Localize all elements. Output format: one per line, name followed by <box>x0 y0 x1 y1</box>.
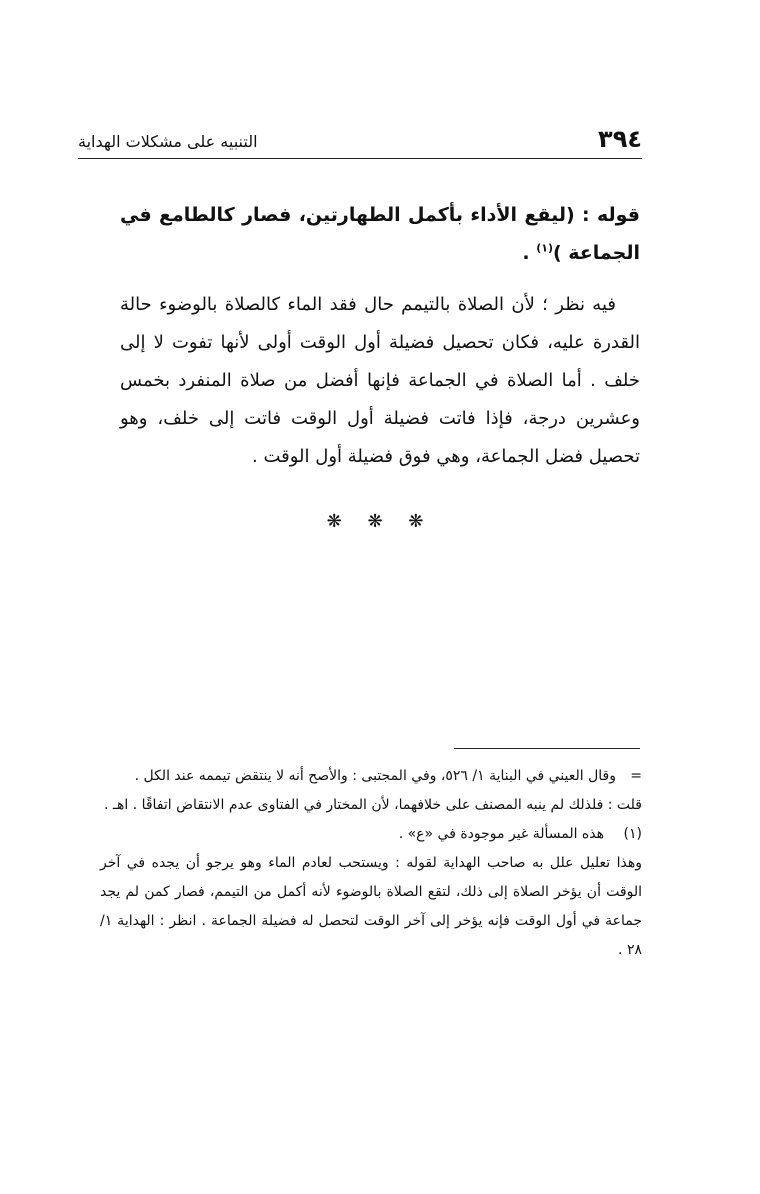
heading-text: قوله : (ليقع الأداء بأكمل الطهارتين، فصار كالطامع في الجماعة ) <box>120 204 640 264</box>
section-separator: ❋ ❋ ❋ <box>326 511 434 532</box>
footnote-1-body: وهذا تعليل علل به صاحب الهداية لقوله : ويستحب لعادم الماء وهو يرجو أن يجده في آخر الوقت أن يؤخر الصلاة إلى ذلك، لتقع الصلاة بالوضوء لأنه أكمل من التيمم، فصار كمن لم يجد جماعة في أول الوقت فإنه يؤخر إلى آخر الوقت لتحصل له فضيلة الجماعة . انظر : الهداية ١/ ٢٨ . <box>100 855 642 958</box>
footnote-divider <box>454 748 640 749</box>
footnote-continuation <box>100 762 642 791</box>
quoted-heading <box>120 196 640 272</box>
heading-end: . <box>522 242 537 264</box>
footnote-1 <box>100 820 642 849</box>
footnote-continuation-comment: قلت : فلذلك لم ينبه المصنف على خلافهما، لأن المختار في الفتاوى عدم الانتقاض اتفاقًا . اهـ . <box>103 797 642 813</box>
continuation-marker: = <box>630 768 642 784</box>
footnote-continuation-text: وقال العيني في البناية ١/ ٥٢٦، وفي المجتبى : والأصح أنه لا ينتقض تيممه عند الكل . <box>134 768 616 784</box>
footnote-1-text: هذه المسألة غير موجودة في «ع» . <box>398 826 604 842</box>
footnote-1-marker: (١) <box>623 826 642 842</box>
footnote-reference: (١) <box>536 241 553 255</box>
commentary-paragraph: فيه نظر ؛ لأن الصلاة بالتيمم حال فقد الماء كالصلاة بالوضوء حالة القدرة عليه، فكان تحصيل فضيلة أول الوقت أولى لأنها تفوت لا إلى خلف . أما الصلاة في الجماعة فإنها أفضل من صلاة المنفرد بخمس وعشرين درجة، فإذا فاتت فضيلة أول الوقت فاتت إلى خلف، وهو تحصيل فضل الجماعة، وهي فوق فضيلة أول الوقت . <box>120 294 640 467</box>
page-header <box>78 126 642 159</box>
main-text <box>120 196 640 476</box>
running-title: التنبيه على مشكلات الهداية <box>78 132 258 151</box>
footnotes <box>100 762 642 965</box>
page-number: ٣٩٤ <box>598 125 642 153</box>
